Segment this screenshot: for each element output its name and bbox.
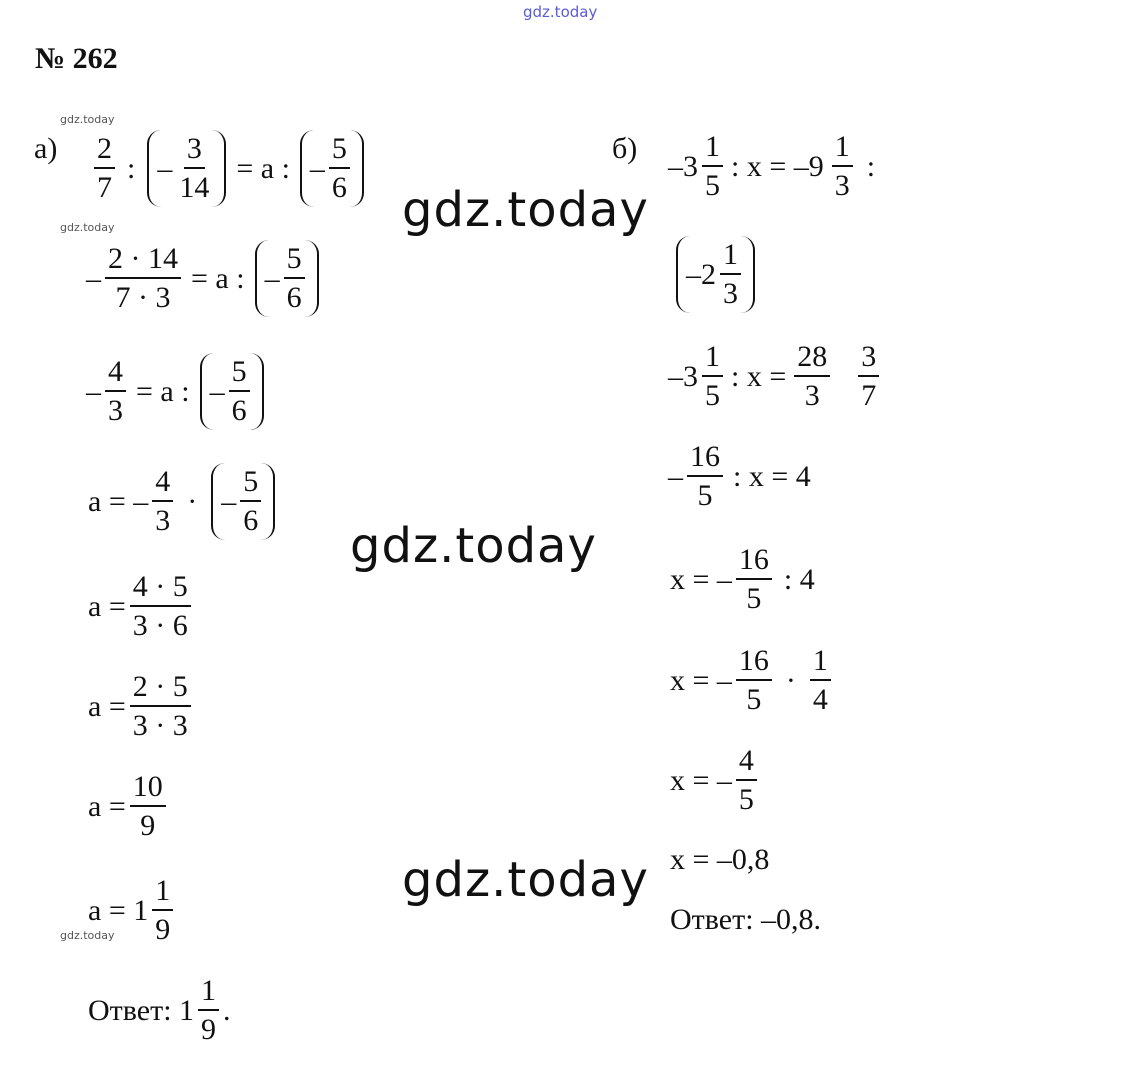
- part-a-line-3: – $\frac{4}{3}$ = a : – $\frac{5}{6}$: [86, 353, 268, 430]
- fraction: $\frac{2}{7}$: [94, 134, 115, 203]
- parenthesis: – $\frac{3}{14}$: [147, 130, 226, 207]
- part-a-line-4: a = – $\frac{4}{3}$ · – $\frac{5}{6}$: [88, 463, 279, 540]
- watermark-small-3: gdz.today: [60, 929, 115, 942]
- watermark-big-1: gdz.today: [402, 182, 649, 238]
- watermark-big-2: gdz.today: [350, 518, 597, 574]
- part-b-label: б): [612, 132, 638, 165]
- part-b-line-4: x = – $\frac{16}{5}$ : 4: [670, 543, 815, 615]
- part-b-line-3: – $\frac{16}{5}$ : x = 4: [668, 440, 811, 512]
- part-b-line-6: x = – $\frac{4}{5}$: [670, 746, 761, 815]
- problem-title: № 262: [35, 42, 118, 75]
- part-b-line-1b: –2 $\frac{1}{3}$: [672, 236, 759, 313]
- part-a-label: а): [34, 132, 58, 165]
- watermark-top: gdz.today: [523, 3, 598, 21]
- part-a-line-1: $\frac{2}{7}$ : – $\frac{3}{14}$ = a : – $\frac{5}{6}$: [90, 130, 368, 207]
- part-a-line-2: – $\frac{2 \cdot 14}{7 \cdot 3}$ = a : – $\frac{5}{6}$: [86, 240, 323, 317]
- part-a-answer: Ответ: 1 $\frac{1}{9}$ .: [88, 974, 231, 1046]
- parenthesis: – $\frac{5}{6}$: [300, 130, 364, 207]
- part-b-line-2: –3 $\frac{1}{5}$ : x = $\frac{28}{3}$ $\frac{3}{7}$: [668, 342, 883, 411]
- part-a-line-7: a = $\frac{10}{9}$: [88, 772, 170, 841]
- watermark-small-2: gdz.today: [60, 221, 115, 234]
- watermark-small-1: gdz.today: [60, 113, 115, 126]
- part-a-line-5: a = $\frac{4 \cdot 5}{3 \cdot 6}$: [88, 572, 195, 641]
- part-b-line-7: x = –0,8: [670, 843, 770, 876]
- part-b-line-5: x = – $\frac{16}{5}$ · $\frac{1}{4}$: [670, 646, 835, 715]
- part-b-line-1: –3 $\frac{1}{5}$ : x = –9 $\frac{1}{3}$ :: [668, 130, 876, 202]
- part-b-answer: Ответ: –0,8.: [670, 903, 822, 936]
- part-a-line-8: a = 1 $\frac{1}{9}$: [88, 876, 177, 945]
- part-a-line-6: a = $\frac{2 \cdot 5}{3 \cdot 3}$: [88, 672, 195, 741]
- watermark-big-3: gdz.today: [402, 852, 649, 908]
